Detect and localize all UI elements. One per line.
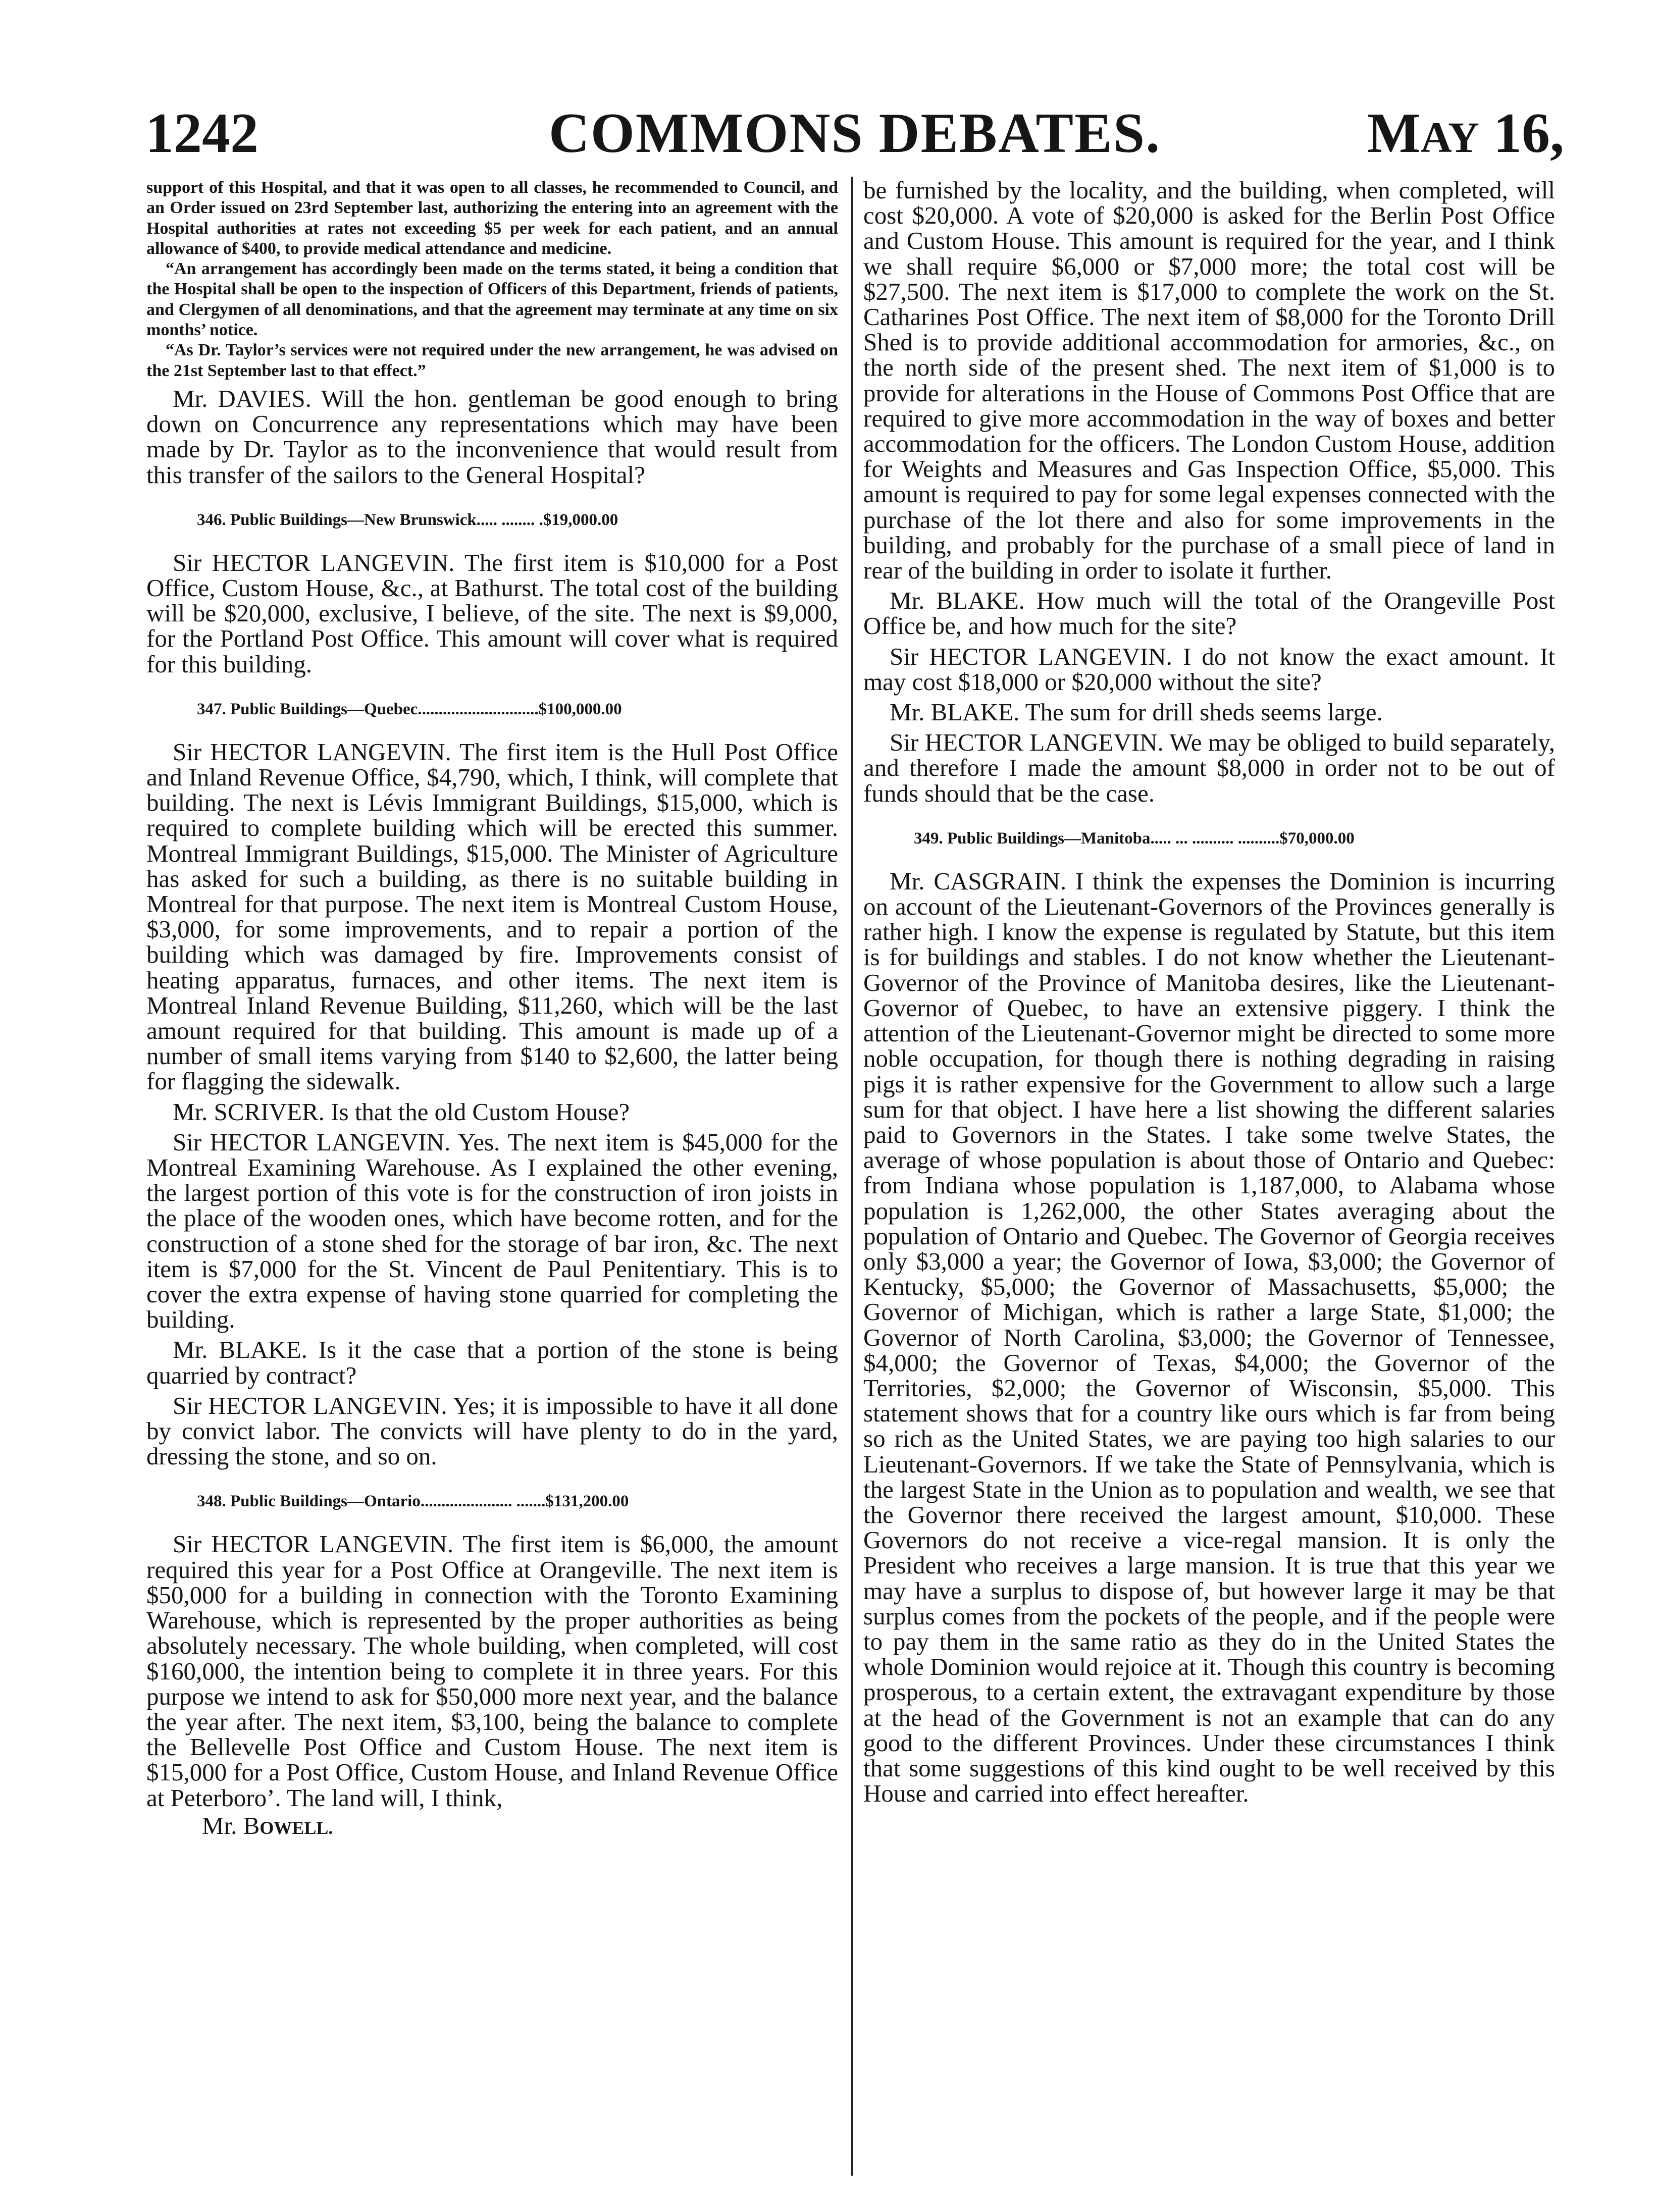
date-day: 16, <box>1493 102 1564 165</box>
item-leader-dots: ...................... ....... <box>420 1492 546 1511</box>
speech-text: We may be obliged to build separately, and therefore I made the amount $8,000 in order not to be out of funds should that be the case. <box>863 728 1555 807</box>
page-number: 1242 <box>145 102 258 165</box>
quoted-text: support of this Hospital, and that it was open to all classes, he recommended to Council, and an Order issued on 23rd September last, authorizing the entering into an agreement with the Hospital authorities at rates not exceeding $5 per week for each patient, and an annual allowance of $400, to provide medical attendance and medicine. <box>146 178 838 258</box>
estimate-item <box>146 1491 838 1511</box>
speech-text: The first item is $6,000, the amount required this year for a Post Office at Orangeville. The next item is $50,000 for a building in connection with the Toronto Examining Warehouse, which is represented by the proper authorities as being absolutely necessary. The whole building, when completed, will cost $160,000, the intention being to complete it in three years. For this purpose we intend to ask for $50,000 more next year, and the balance the year after. The next item, $3,100, being the balance to complete the Bellevelle Post Office and Custom House. The next item is $15,000 for a Post Office, Custom House, and Inland Revenue Office at Peterboro’. The land will, I think, <box>146 1530 838 1812</box>
speech-paragraph <box>146 1099 838 1125</box>
speaker-name: Sir HECTOR LANGEVIN. <box>173 738 451 766</box>
date-month-rest: AY <box>1420 113 1479 162</box>
page-date <box>1367 101 1564 166</box>
item-label: 347. Public Buildings—Quebec <box>197 700 418 718</box>
signature-prefix: Mr. B <box>202 1811 260 1839</box>
item-leader-dots: ..... ........ . <box>476 510 543 529</box>
item-amount: $100,000.00 <box>538 700 622 718</box>
right-column <box>863 178 1555 1806</box>
speech-paragraph <box>146 1532 838 1810</box>
speech-paragraph <box>863 644 1555 695</box>
item-label: 346. Public Buildings—New Brunswick <box>197 510 477 529</box>
speaker-name: Mr. CASGRAIN. <box>890 867 1067 895</box>
speech-text: Yes; it is impossible to have it all done by convict labor. The convicts will have plenty to do in the yard, dressing the stone, and so on. <box>146 1391 838 1470</box>
signature-rest: OWELL. <box>260 1817 333 1838</box>
speaker-name: Sir HECTOR LANGEVIN. <box>173 548 455 576</box>
speech-paragraph <box>146 740 838 1094</box>
item-label: 349. Public Buildings—Manitoba <box>914 829 1151 848</box>
quoted-text: “An arrangement has accordingly been made on the terms stated, it being a condition that the Hospital shall be open to the inspection of Officers of this Department, friends of patients, and Clergymen of all denominations, and that the agreement may terminate at any time on six months’ notice. <box>146 259 838 340</box>
estimate-item <box>146 510 838 530</box>
date-month-initial: M <box>1367 102 1421 165</box>
speaker-name: Sir HECTOR LANGEVIN. <box>173 1128 451 1156</box>
speaker-name: Mr. DAVIES. <box>173 384 312 412</box>
speaker-name: Sir HECTOR LANGEVIN. <box>173 1391 447 1419</box>
item-amount: $131,200.00 <box>545 1492 629 1511</box>
speech-paragraph <box>146 1337 838 1388</box>
speech-text: Will the hon. gentleman be good enough to bring down on Concurrence any representations which may have been made by Dr. Taylor as to the inconvenience that would result from this transfer of the sailors to the General Hospital? <box>146 384 839 489</box>
speech-text: How much will the total of the Orangeville Post Office be, and how much for the site? <box>863 587 1556 640</box>
item-label: 348. Public Buildings—Ontario <box>197 1492 421 1511</box>
estimate-item <box>863 828 1555 849</box>
speech-text: The sum for drill sheds seems large. <box>1019 698 1383 726</box>
speaker-name: Mr. BLAKE. <box>173 1336 307 1364</box>
speech-text: The first item is $10,000 for a Post Office, Custom House, &c., at Bathurst. The total cost of the building will be $20,000, exclusive, I believe, of the site. The next is $9,000, for the Portland Post Office. This amount will cover what is required for this building. <box>146 548 838 678</box>
speaker-name: Mr. BLAKE. <box>890 587 1025 615</box>
column-divider <box>851 177 853 2176</box>
page-footer-signature <box>146 1813 838 1841</box>
speech-paragraph <box>146 1393 838 1469</box>
speech-paragraph <box>146 1130 838 1333</box>
item-leader-dots: ............................. <box>418 700 539 718</box>
speech-continuation: be furnished by the locality, and the building, when completed, will cost $20,000. A vote of $20,000 is asked for the Berlin Post Office and Custom House. This amount is required for the year, and I think we shall require $6,000 or $7,000 more; the total cost will be $27,500. The next item is $17,000 to complete the work on the St. Catharines Post Office. The next item of $8,000 for the Toronto Drill Shed is to provide additional accommodation for armories, &c., on the north side of the present shed. The next item of $1,000 is to provide for alterations in the House of Commons Post Office that are required to give more accommodation in the way of boxes and better accommodation for the officers. The London Custom House, addition for Weights and Measures and Gas Inspection Office, $5,000. This amount is required to pay for some legal expenses connected with the purchase of the lot there and also for some improvements in the building, and probably for the purchase of a small piece of land in rear of the building in order to isolate it further. <box>863 176 1555 585</box>
speech-paragraph <box>863 730 1555 806</box>
speech-paragraph <box>863 869 1555 1807</box>
speech-paragraph <box>146 550 838 677</box>
speaker-name: Mr. BLAKE. <box>890 698 1020 726</box>
speech-text: Is it the case that a portion of the stone is being quarried by contract? <box>146 1336 839 1389</box>
speech-paragraph <box>863 700 1555 725</box>
speaker-name: Sir HECTOR LANGEVIN. <box>890 728 1164 757</box>
speech-text: The first item is the Hull Post Office and Inland Revenue Office, $4,790, which, I think, will complete that building. The next is Lévis Immigrant Buildings, $15,000, which is required to complete building which will be erected this summer. Montreal Immigrant Buildings, $15,000. The Minister of Agriculture has asked for such a building, as there is no suitable building in Montreal for that purpose. The next item is Montreal Custom House, $3,000, for some improvements, and to repair a portion of the building which was damaged by fire. Improvements consist of heating apparatus, furnaces, and other items. The next item is Montreal Inland Revenue Building, $11,260, which will be the last amount required for that building. This amount is made up of a number of small items varying from $140 to $2,600, the latter being for flagging the sidewalk. <box>146 738 838 1095</box>
item-leader-dots: ..... ... .......... .......... <box>1150 829 1280 848</box>
speech-text: I think the expenses the Dominion is incurring on account of the Lieutenant-Governors of the Provinces generally is rather high. I know the expense is regulated by Statute, but this item is for buildings and stables. I do not know whether the Lieutenant-Governor of the Province of Manitoba desires, like the Lieutenant-Governor of Quebec, to have an extensive piggery. I think the attention of the Lieutenant-Governor might be directed to some more noble occupation, for though there is nothing degrading in raising pigs it is rather expensive for the Government to allow such a large sum for that object. I have here a list showing the different salaries paid to Governors in the States. I take some twelve States, the average of whose population is about those of Ontario and Quebec: from Indiana whose population is 1,187,000, to Alabama whose population is 1,262,000, the other States averaging about the population of Ontario and Quebec. The Governor of Georgia receives only $3,000 a year; the Governor of Iowa, $3,000; the Governor of Kentucky, $5,000; the Governor of Massachusetts, $5,000; the Governor of Michigan, which is rather a large State, $1,000; the Governor of North Carolina, $3,000; the Governor of Tennessee, $4,000; the Governor of Texas, $4,000; the Governor of the Territories, $2,000; the Governor of Wisconsin, $5,000. This statement shows that for a country like ours which is far from being so rich as the United States, we are paying too high salaries to our Lieutenant-Governors. If we take the State of Pennsylvania, which is the largest State in the Union as to population and wealth, we see that the Governor there received the largest amount, $10,000. These Governors do not receive a vice-regal mansion. It is only the President who receives a large mansion. It is true that this year we may have a surplus to dispose of, but however large it may be that surplus comes from the pockets of the people, and if the people were to pay them in the same ratio as they do in the United States the whole Dominion would rejoice at it. Though this country is becoming prosperous, to a certain extent, the extravagant expenditure by those at the head of the Government is not an example that can do any good to the different Provinces. Under these circumstances I think that some suggestions of this kind ought to be well received by this House and carried into effect hereafter. <box>863 867 1555 1808</box>
speaker-name: Sir HECTOR LANGEVIN. <box>890 642 1172 670</box>
speech-paragraph <box>146 386 838 488</box>
speech-text: Is that the old Custom House? <box>324 1097 630 1126</box>
item-amount: $70,000.00 <box>1279 829 1355 848</box>
speaker-name: Mr. SCRIVER. <box>173 1097 325 1126</box>
page-header <box>145 101 1564 167</box>
quoted-text: “As Dr. Taylor’s services were not required under the new arrangement, he was advised on the 21st September last to that effect.” <box>146 341 838 380</box>
speech-text: Yes. The next item is $45,000 for the Montreal Examining Warehouse. As I explained the other evening, the largest portion of this vote is for the construction of iron joists in the place of the wooden ones, which have become rotten, and for the construction of a stone shed for the storage of bar iron, &c. The next item is $7,000 for the St. Vincent de Paul Penitentiary. This is to cover the extra expense of having stone quarried for completing the building. <box>146 1128 838 1334</box>
speaker-name: Sir HECTOR LANGEVIN. <box>173 1530 453 1558</box>
estimate-item <box>146 699 838 719</box>
speech-text: I do not know the exact amount. It may cost $18,000 or $20,000 without the site? <box>863 642 1555 696</box>
speech-paragraph <box>863 588 1555 639</box>
page-title: COMMONS DEBATES. <box>548 102 1161 165</box>
item-amount: $19,000.00 <box>543 510 618 529</box>
left-column <box>146 178 838 1841</box>
